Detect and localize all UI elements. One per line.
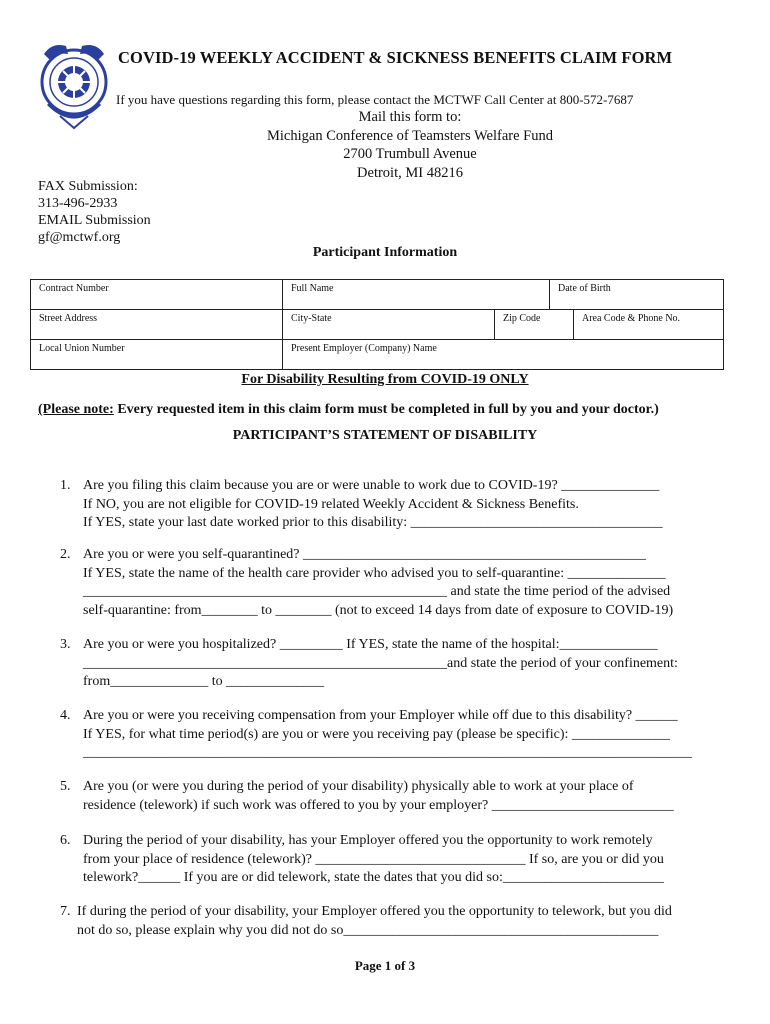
mail-line: Mail this form to: (358, 109, 462, 125)
question-line: If NO, you are not eligible for COVID-19 related Weekly Accident & Sickness Benefits. (83, 496, 579, 512)
question-line[interactable]: If YES, state your last date worked prior to this disability: ____________________________________ (83, 515, 663, 530)
participant-info-heading: Participant Information (312, 245, 458, 260)
local-union-field[interactable]: Local Union Number (31, 340, 283, 370)
statement-heading: PARTICIPANT’S STATEMENT OF DISABILITY (232, 428, 538, 443)
contact-line: If you have questions regarding this form, please contact the MCTWF Call Center at 800-572-7687 (116, 92, 634, 107)
question-1 (60, 477, 740, 533)
mail-address (200, 108, 620, 182)
question-number: 5. (60, 779, 71, 794)
please-note (38, 402, 659, 418)
question-line[interactable]: _______________________________________________________________________________________ (83, 745, 692, 760)
fax-number: 313-496-2933 (38, 196, 118, 211)
disability-heading: For Disability Resulting from COVID-19 ONLY (241, 372, 529, 387)
table-row (31, 310, 724, 340)
form-title: COVID-19 WEEKLY ACCIDENT & SICKNESS BENEFITS CLAIM FORM (118, 48, 673, 67)
question-number: 1. (60, 478, 71, 493)
question-line[interactable]: If YES, for what time period(s) are you or were you receiving pay (please be specific): ______________ (83, 726, 670, 742)
participant-info-table (30, 279, 724, 370)
contract-number-field[interactable]: Contract Number (31, 280, 283, 310)
question-number: 6. (60, 833, 71, 848)
question-number: 2. (60, 547, 71, 562)
question-line[interactable]: residence (telework) if such work was offered to you by your employer? __________________________ (83, 797, 674, 813)
mail-line: Detroit, MI 48216 (357, 164, 463, 181)
question-line[interactable]: not do so, please explain why you did not do so_____________________________________________ (77, 922, 659, 938)
question-7 (60, 903, 740, 940)
question-line[interactable]: telework?______ If you are or did telework, state the dates that you did so:_______________________ (83, 870, 664, 885)
street-address-field[interactable]: Street Address (31, 310, 283, 340)
question-line[interactable]: Are you or were you receiving compensation from your Employer while off due to this disability? ______ (83, 708, 678, 723)
question-2 (60, 546, 740, 620)
date-of-birth-field[interactable]: Date of Birth (550, 280, 724, 310)
fax-label: FAX Submission: (38, 179, 138, 194)
zip-code-field[interactable]: Zip Code (495, 310, 574, 340)
question-6 (60, 832, 740, 888)
question-line[interactable]: Are you or were you hospitalized? _________ If YES, state the name of the hospital:______________ (83, 637, 658, 652)
question-line[interactable]: from your place of residence (telework)? ______________________________ If so, are you or did you (83, 851, 664, 867)
employer-name-field[interactable]: Present Employer (Company) Name (283, 340, 724, 370)
question-line[interactable]: Are you or were you self-quarantined? _________________________________________________ (83, 547, 647, 562)
question-line: If during the period of your disability, your Employer offered you the opportunity to telework, but you did (77, 904, 672, 919)
question-line: During the period of your disability, has your Employer offered you the opportunity to work remotely (83, 833, 653, 848)
question-line[interactable]: Are you filing this claim because you are or were unable to work due to COVID-19? ______________ (83, 478, 660, 493)
phone-field[interactable]: Area Code & Phone No. (574, 310, 724, 340)
question-3 (60, 636, 740, 692)
question-5 (60, 778, 740, 815)
table-row (31, 340, 724, 370)
question-4 (60, 707, 740, 763)
question-number: 7. (60, 904, 71, 919)
question-number: 4. (60, 708, 71, 723)
note-text: Every requested item in this claim form must be completed in full by you and your doctor.) (113, 402, 659, 417)
teamsters-logo (38, 38, 110, 130)
email-label: EMAIL Submission (38, 213, 151, 228)
question-line[interactable]: ____________________________________________________ and state the time period of the advised (83, 584, 671, 599)
question-line[interactable]: self-quarantine: from________ to ________ (not to exceed 14 days from date of exposure to COVID-19) (83, 602, 674, 618)
question-line[interactable]: from______________ to ______________ (83, 674, 325, 689)
question-line: Are you (or were you during the period of your disability) physically able to work at your place of (83, 779, 634, 794)
question-line[interactable]: ____________________________________________________and state the period of your confinement: (83, 655, 678, 671)
page-number: Page 1 of 3 (354, 958, 416, 973)
email-address[interactable]: gf@mctwf.org (38, 230, 121, 245)
question-line[interactable]: If YES, state the name of the health care provider who advised you to self-quarantine: ______________ (83, 565, 666, 581)
mail-line: 2700 Trumbull Avenue (343, 146, 477, 162)
note-label: (Please note: (38, 402, 114, 417)
mail-line: Michigan Conference of Teamsters Welfare Fund (267, 127, 553, 144)
question-number: 3. (60, 637, 71, 652)
table-row (31, 280, 724, 310)
city-state-field[interactable]: City-State (283, 310, 495, 340)
full-name-field[interactable]: Full Name (283, 280, 550, 310)
submission-info (38, 178, 151, 246)
